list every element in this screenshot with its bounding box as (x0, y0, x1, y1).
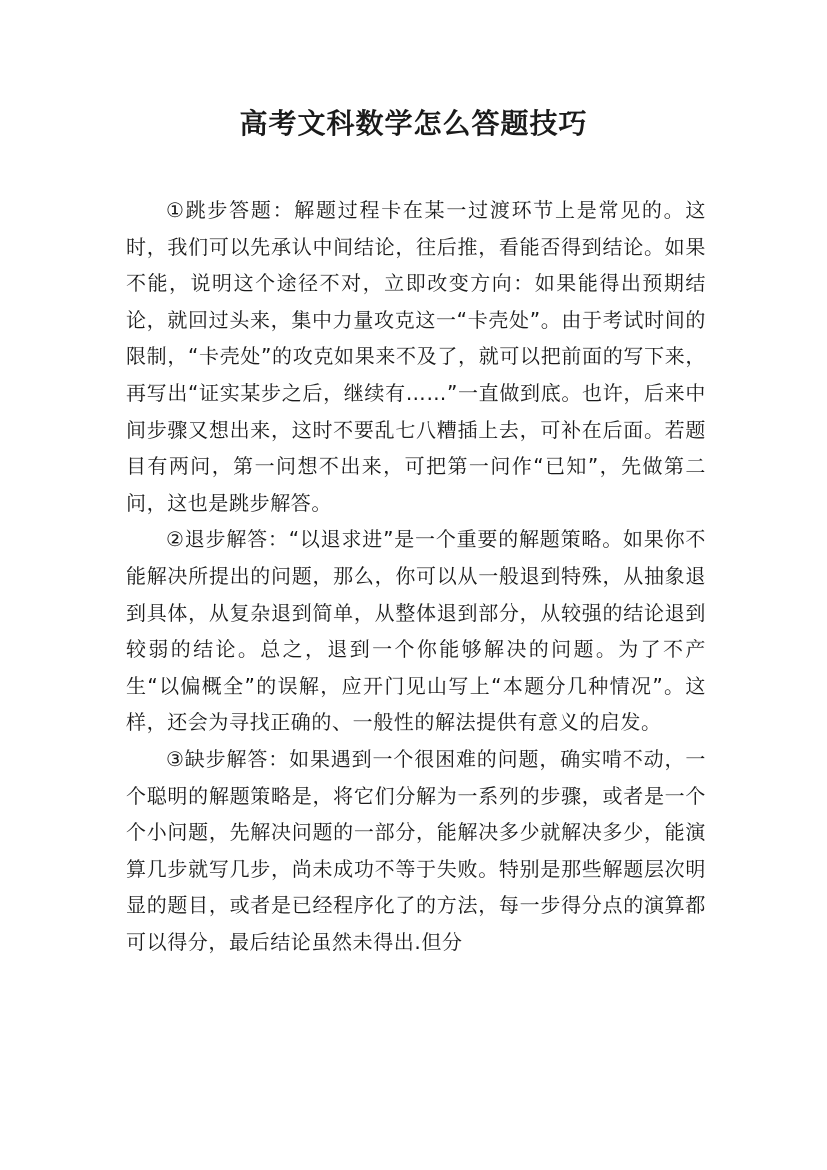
document-body (126, 192, 706, 960)
paragraph-step-back: ②退步解答：“以退求进”是一个重要的解题策略。如果你不能解决所提出的问题，那么，你可以从一般退到特殊，从抽象退到具体，从复杂退到简单，从整体退到部分，从较强的结论退到较弱的结论。总之，退到一个你能够解决的问题。为了不产生“以偏概全”的误解，应开门见山写上“本题分几种情况”。这样，还会为寻找正确的、一般性的解法提供有意义的启发。 (126, 527, 706, 735)
paragraph-partial-step: ③缺步解答：如果遇到一个很困难的问题，确实啃不动，一个聪明的解题策略是，将它们分解为一系列的步骤，或者是一个个小问题，先解决问题的一部分，能解决多少就解决多少，能演算几步就写几步，尚未成功不等于失败。特别是那些解题层次明显的题目，或者是已经程序化了的方法，每一步得分点的演算都可以得分，最后结论虽然未得出.但分 (126, 746, 706, 954)
paragraph-skip-step: ①跳步答题：解题过程卡在某一过渡环节上是常见的。这时，我们可以先承认中间结论，往后推，看能否得到结论。如果不能，说明这个途径不对，立即改变方向：如果能得出预期结论，就回过头来，集中力量攻克这一“卡壳处”。由于考试时间的限制，“卡壳处”的攻克如果来不及了，就可以把前面的写下来，再写出“证实某步之后，继续有……”一直做到底。也许，后来中间步骤又想出来，这时不要乱七八糟插上去，可补在后面。若题目有两问，第一问想不出来，可把第一问作“已知”，先做第二问，这也是跳步解答。 (126, 198, 706, 515)
document-title: 高考文科数学怎么答题技巧 (239, 107, 588, 140)
